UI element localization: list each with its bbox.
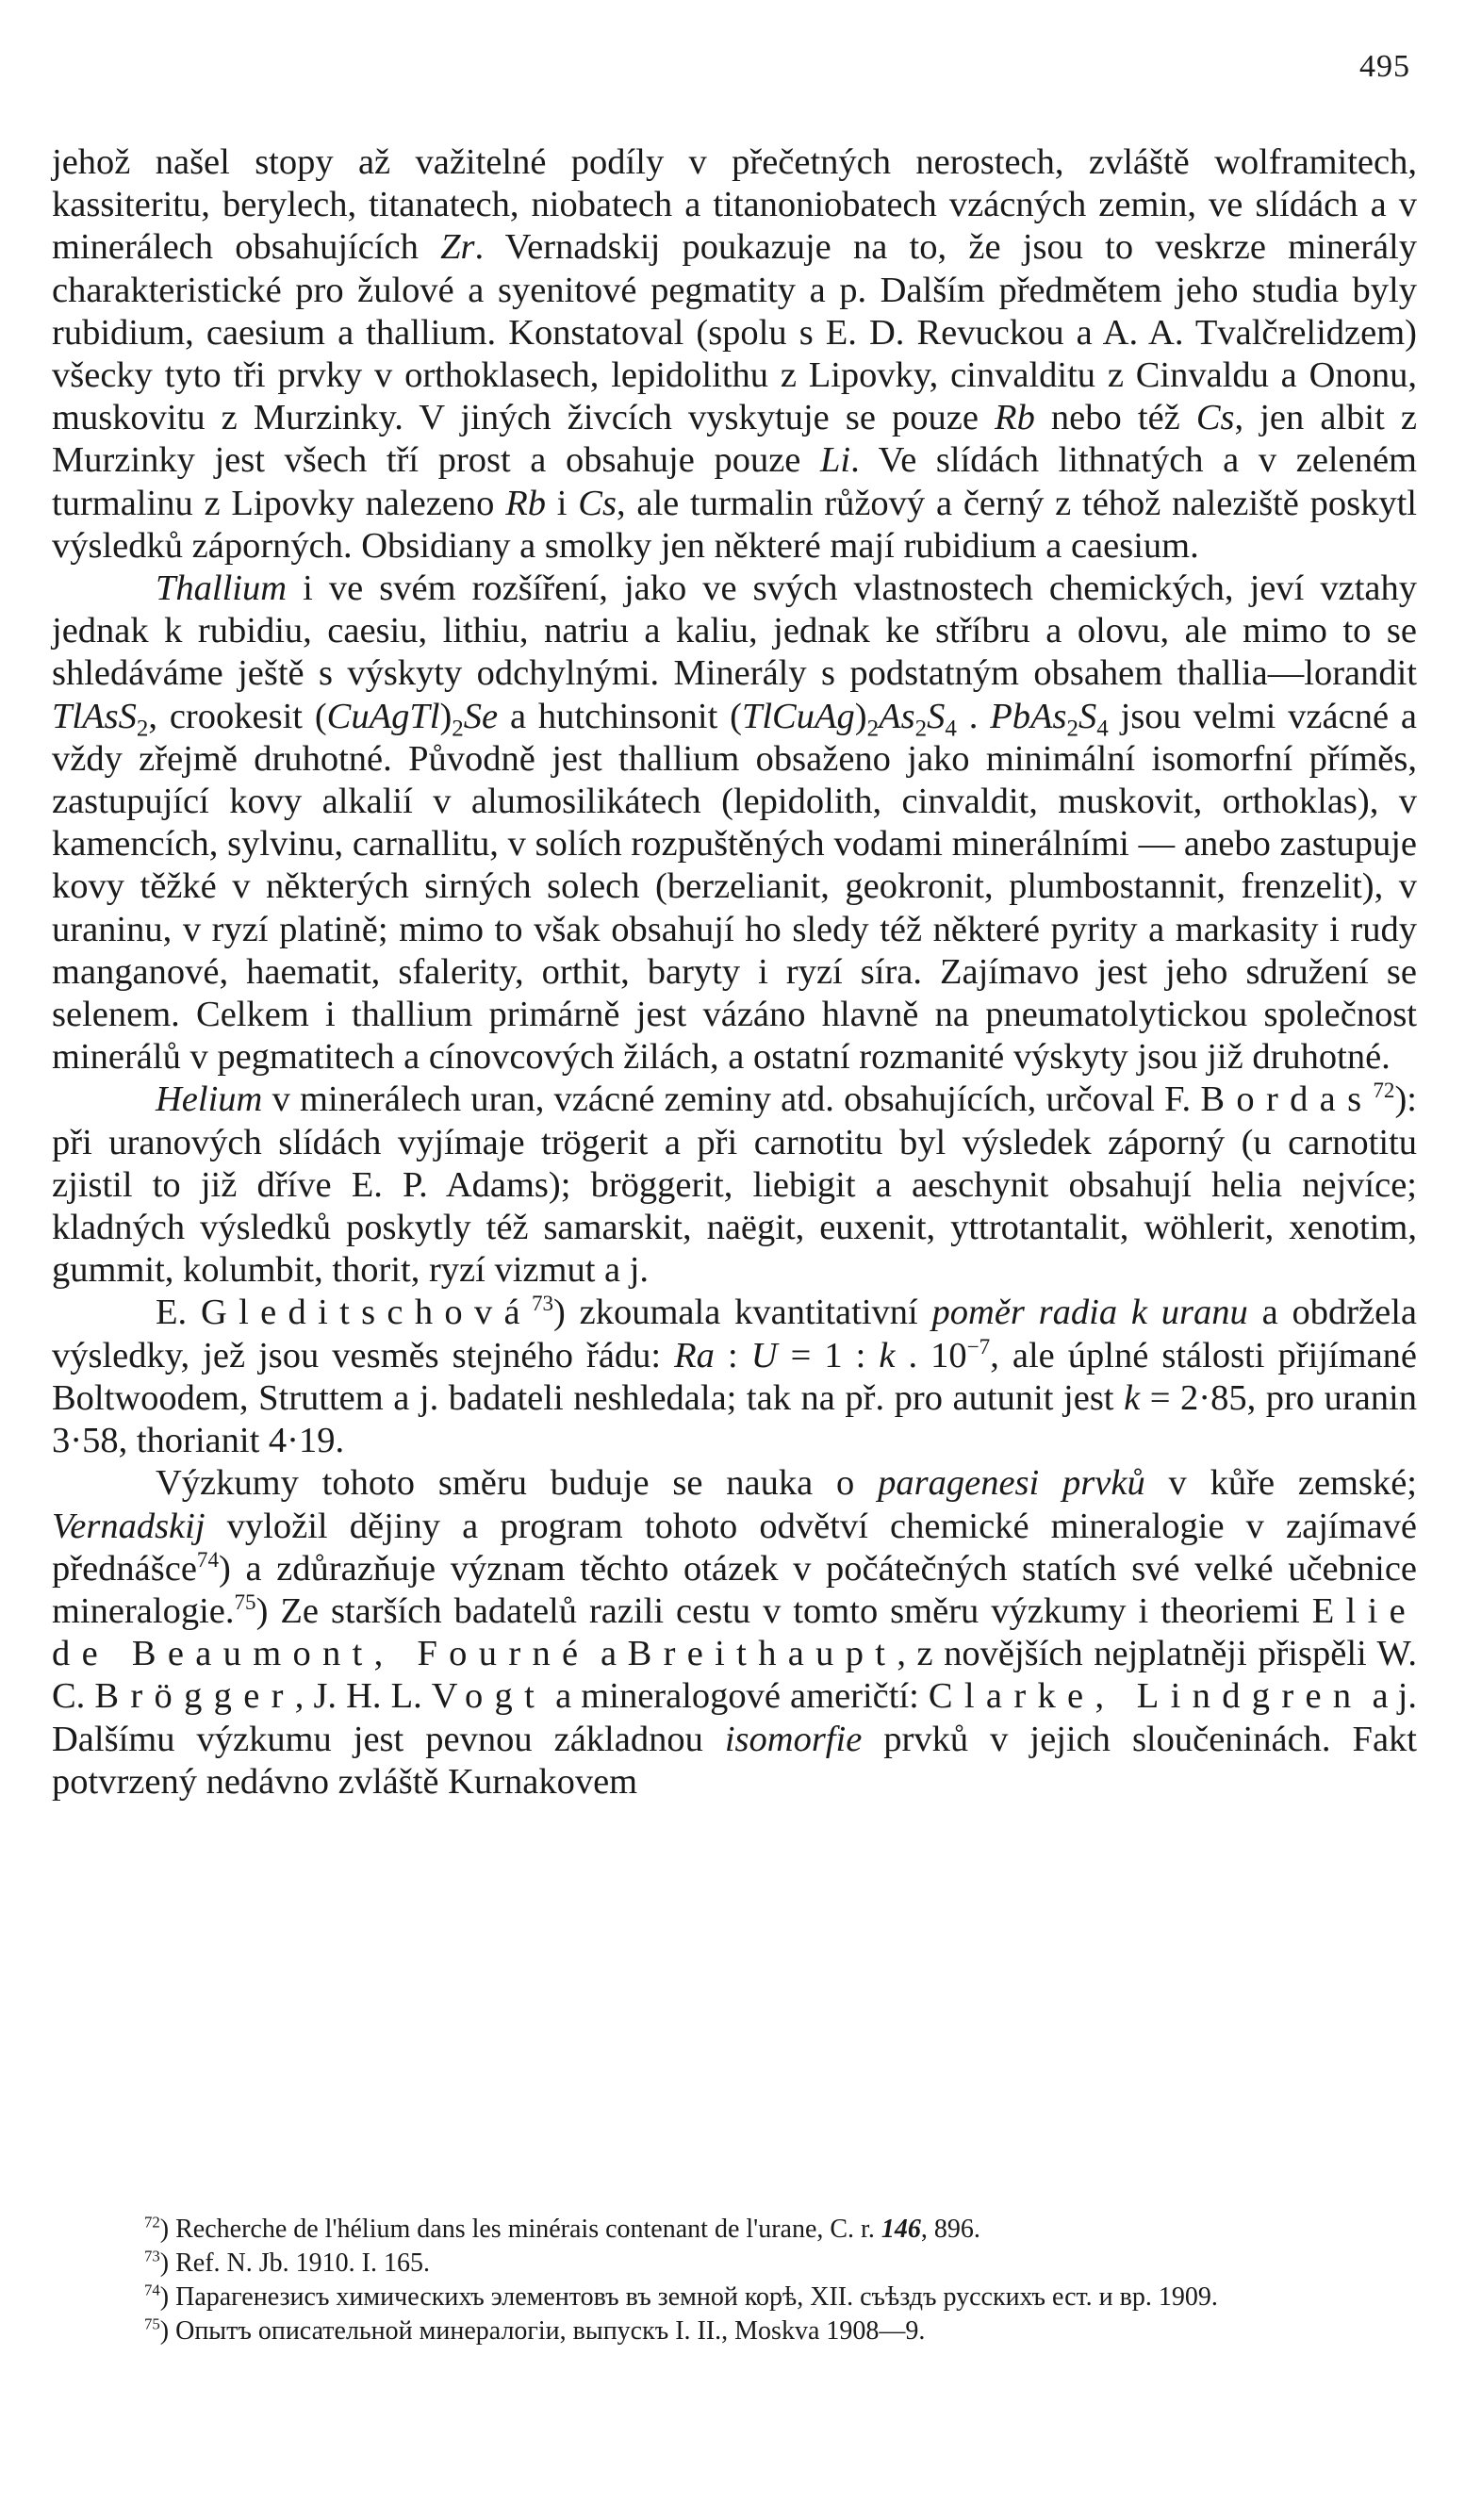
text-run: ) Ze starších badatelů razili cestu v tomto směru výzkumy i theoriemi	[255, 1590, 1312, 1631]
text-run: ): při uranových slídách vyjímaje trögerit a při carnotitu byl výsledek záporný (u carnotitu zjistil to již dříve E. P. Adams); bröggerit, liebigit a aeschynit obsahují helia nejvíce; kladných výsledků poskytly též samarskit, naëgit, euxenit, yttrotantalit, wöhlerit, xenotim, gummit, kolumbit, thorit, ryzí vizmut a j.	[52, 1079, 1417, 1291]
paragraph	[52, 1079, 1417, 1292]
footnote-ref: 72	[1373, 1078, 1395, 1103]
text-run: , 896.	[920, 2215, 980, 2244]
text-run: a obdržela výsledky, jež jsou vesměs stejného řádu:	[52, 1293, 1417, 1375]
text-run: a	[589, 1634, 628, 1674]
text-run: Cs	[578, 483, 617, 523]
subscript: 4	[945, 716, 957, 742]
text-run: isomorfie	[724, 1719, 863, 1759]
text-run: Helium	[156, 1079, 263, 1120]
footnote-ref: 73	[144, 2247, 160, 2265]
text-run: PbAs	[990, 696, 1067, 736]
text-run: S	[1078, 696, 1097, 736]
text-run: = 2·85, pro uranin 3·58, thorianit 4·19.	[52, 1377, 1417, 1461]
text-run: :	[714, 1335, 751, 1375]
paragraph	[52, 568, 1417, 1079]
text-run: U	[750, 1335, 778, 1375]
text-run: Výzkumy tohoto směru buduje se nauka o	[156, 1463, 879, 1504]
text-run: 146	[881, 2215, 921, 2244]
text-run: . Ve slídách lithnatých a v zeleném turmalinu z Lipovky nalezeno	[52, 440, 1418, 523]
footnotes	[52, 2214, 1417, 2349]
text-run: . Vernadskij poukazuje na to, že jsou to veskrze minerály charakteristické pro žulové a syenitové pegmatity a p. Dalším předmětem jeho studia byly rubidium, caesium a thallium. Konstatoval (spolu s E. D. Revuckou a A. A. Tvalčrelidzem) všecky tyto tři prvky v orthoklasech, lepidolithu z Lipovky, cinvalditu z Cinvaldu a Ononu, muskovitu z Murzinky. V jiných živcích vyskytuje se pouze	[52, 227, 1417, 438]
text-run: Thallium	[156, 568, 288, 609]
text-run: Se	[463, 696, 499, 736]
subscript: 2	[136, 716, 149, 742]
text-run: a mineralogové američtí:	[546, 1676, 929, 1717]
text-run: Cs	[1195, 398, 1235, 438]
footnote	[52, 2248, 1417, 2280]
text-run: prvků v jejich sloučeninách. Fakt potvrzený nedávno zvláště Kurnakovem	[52, 1719, 1418, 1802]
text-run: Brögger	[94, 1676, 295, 1717]
text-run: ) zkoumala kvantitativní	[553, 1293, 932, 1333]
body-text	[52, 141, 1417, 1804]
text-run: )	[439, 696, 453, 736]
paragraph	[52, 1462, 1417, 1804]
text-run: a hutchinsonit (	[498, 696, 742, 736]
footnote	[52, 2315, 1417, 2347]
text-run: jsou velmi vzácné a vždy zřejmě druhotné. Původně jest thallium obsaženo jako minimální isomorfní příměs, zastupující kovy alkalií v alumosilikátech (lepidolith, cinvaldit, muskovit, orthoklas), v kamencích, sylvinu, carnallitu, v solích rozpuštěných vodami minerálními — anebo zastupuje kovy těžké v některých sirných solech (berzelianit, geokronit, plumbostannit, frenzelit), v uraninu, v ryzí platině; mimo to však obsahují ho sledy též některé pyrity a markasity i rudy manganové, haematit, sfalerity, orthit, baryty i ryzí síra. Zajímavo jest jeho sdružení se selenem. Celkem i thallium primárně jest vázáno hlavně na pneumatolytickou společnost minerálů v pegmatitech a cínovcových žilách, a ostatní rozmanité výskyty jsou již druhotné.	[52, 696, 1417, 1078]
text-run: S	[927, 696, 946, 736]
footnote	[52, 2214, 1417, 2246]
text-run: nebo též	[1034, 398, 1196, 438]
text-run: CuAgTl	[326, 696, 440, 736]
text-run: Vernadskij	[52, 1506, 206, 1546]
text-run: TlAsS	[52, 696, 137, 736]
text-run: ) Recherche de l'hélium dans les minérais contenant de l'urane, C. r.	[159, 2215, 881, 2244]
text-run: jehož našel stopy až važitelné podíly v přečetných nerostech, zvláště wolframitech, kassiteritu, berylech, titanatech, niobatech a titanoniobatech vzácných zemin, ve slídách a v minerálech obsahujících	[52, 142, 1417, 268]
text-run: Vogt	[431, 1676, 547, 1717]
text-run: . 10	[895, 1335, 967, 1375]
subscript: 2	[452, 716, 464, 742]
subscript: 2	[914, 716, 928, 742]
text-run: a j. Dalšímu výzkumu jest pevnou základnou	[52, 1676, 1417, 1759]
footnote	[52, 2281, 1417, 2314]
text-run: , z novějších nejplatněji přispěli W. C.	[52, 1634, 1417, 1717]
text-run: TlCuAg	[741, 696, 855, 736]
text-run: k	[879, 1335, 896, 1375]
text-run: , jen albit z Murzinky jest všech tří prost a obsahuje pouze	[52, 398, 1417, 481]
text-run: Ra	[674, 1335, 715, 1375]
text-run: ) Опытъ описательной минералогіи, выпускъ I. II., Moskva 1908—9.	[159, 2316, 926, 2346]
text-run: k	[1124, 1377, 1141, 1418]
text-run: poměr radia k uranu	[931, 1293, 1248, 1333]
footnote-ref: 75	[144, 2314, 160, 2333]
text-run: ) Ref. N. Jb. 1910. I. 165.	[159, 2248, 430, 2278]
text-run: As	[879, 696, 915, 736]
text-run: , crookesit (	[148, 696, 327, 736]
text-run: Elie de Beaumont, Fourné	[52, 1590, 1417, 1674]
text-run: Zr	[440, 227, 475, 268]
text-run: , J. H. L.	[294, 1676, 432, 1717]
text-run: , ale úplné stálosti přijímané Boltwoodem, Struttem a j. badateli neshledala; tak na př. pro autunit jest	[52, 1335, 1418, 1418]
text-run: .	[956, 696, 991, 736]
footnote-ref: 75	[234, 1589, 256, 1615]
text-run: Breithaupt	[627, 1634, 897, 1674]
text-run: v minerálech uran, vzácné zeminy atd. obsahujících, určoval F.	[262, 1079, 1201, 1120]
text-run: , ale turmalin růžový a černý z téhož naleziště poskytl výsledků záporných. Obsidiany a smolky jen některé mají rubidium a caesium.	[52, 483, 1418, 566]
text-run: ) a zdůrazňuje význam těchto otázek v počátečných statích své velké učebnice mineralogie.	[52, 1548, 1417, 1631]
text-run: i ve svém rozšíření, jako ve svých vlastnostech chemických, jeví vztahy jednak k rubidiu, caesiu, lithiu, natriu a kaliu, jednak ke stříbru a olovu, ale mimo to se shledáváme ještě s výskyty odchylnými. Minerály s podstatným obsahem thallia—lorandit	[52, 568, 1417, 694]
footnote-ref: 72	[144, 2213, 160, 2232]
footnote-ref: 74	[196, 1546, 219, 1572]
text-run: Rb	[995, 398, 1035, 438]
text-run: v kůře zemské;	[1144, 1463, 1417, 1504]
text-run: Li	[820, 440, 851, 481]
text-run: i	[546, 483, 579, 523]
subscript: 2	[866, 716, 880, 742]
text-run: E.	[156, 1293, 201, 1333]
text-run: Rb	[505, 483, 546, 523]
text-run: )	[854, 696, 867, 736]
text-run: Clarke, Lindgren	[928, 1676, 1363, 1717]
text-run: paragenesi prvků	[878, 1463, 1145, 1504]
footnote-ref: −7	[966, 1333, 991, 1359]
paragraph	[52, 141, 1417, 568]
footnote-ref: 74	[144, 2281, 160, 2299]
subscript: 2	[1066, 716, 1079, 742]
paragraph	[52, 1292, 1417, 1462]
page-number: 495	[1359, 49, 1410, 84]
text-run: Bordas	[1200, 1079, 1374, 1120]
text-run: ) Парагенезисъ химическихъ элементовъ въ земной корѣ, XII. съѣздъ русскихъ ест. и вр. 1909.	[159, 2282, 1218, 2312]
text-run: Gleditschová	[200, 1293, 532, 1333]
subscript: 4	[1096, 716, 1109, 742]
footnote-ref: 73	[531, 1291, 554, 1316]
text-run: vyložil dějiny a program tohoto odvětví chemické mineralogie v zajímavé přednášce	[52, 1506, 1417, 1589]
text-run: = 1 :	[777, 1335, 880, 1375]
